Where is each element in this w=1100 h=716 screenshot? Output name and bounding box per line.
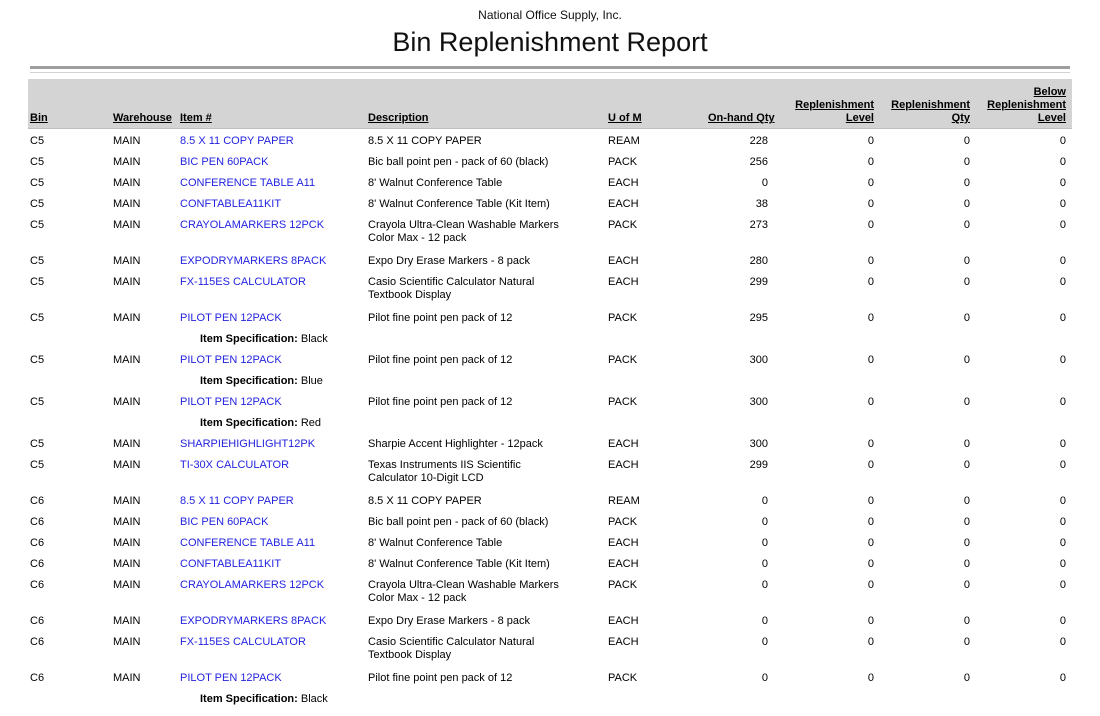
item-number-link[interactable]: SHARPIEHIGHLIGHT12PK (180, 438, 316, 450)
cell-qty: 0 (963, 312, 970, 324)
column-header-uom: U of M (608, 112, 642, 124)
cell-warehouse: MAIN (113, 636, 141, 648)
item-specification-value: Black (297, 693, 328, 705)
cell-uom: EACH (608, 615, 639, 627)
cell-item (180, 558, 368, 571)
column-header-item: Item # (180, 112, 212, 124)
item-number-link[interactable]: BIC PEN 60PACK (180, 516, 269, 528)
cell-item (180, 219, 368, 245)
cell-uom: PACK (608, 516, 638, 528)
cell-onhand: 299 (749, 459, 768, 471)
item-number-link[interactable]: EXPODRYMARKERS 8PACK (180, 255, 327, 267)
item-number-link[interactable]: TI-30X CALCULATOR (180, 459, 290, 471)
cell-desc: Crayola Ultra-Clean Washable Markers Color Max - 12 pack (368, 579, 559, 604)
item-number-link[interactable]: CRAYOLAMARKERS 12PCK (180, 219, 325, 231)
cell-uom: PACK (608, 579, 638, 591)
cell-uom: REAM (608, 135, 640, 147)
cell-uom: EACH (608, 537, 639, 549)
cell-qty: 0 (963, 516, 970, 528)
cell-level: 0 (867, 354, 874, 366)
cell-onhand: 300 (749, 396, 768, 408)
cell-below: 0 (1059, 558, 1066, 570)
cell-below: 0 (1059, 438, 1066, 450)
cell-desc: Bic ball point pen - pack of 60 (black) (368, 516, 549, 528)
cell-item (180, 354, 368, 367)
cell-level: 0 (867, 156, 874, 168)
cell-below: 0 (1059, 255, 1066, 267)
cell-bin: C6 (30, 579, 45, 591)
item-number-link[interactable]: FX-115ES CALCULATOR (180, 636, 306, 648)
cell-level: 0 (867, 276, 874, 288)
item-number-link[interactable]: 8.5 X 11 COPY PAPER (180, 135, 294, 147)
item-number-link[interactable]: PILOT PEN 12PACK (180, 312, 282, 324)
cell-level: 0 (867, 396, 874, 408)
cell-qty: 0 (963, 495, 970, 507)
cell-level: 0 (867, 198, 874, 210)
item-number-link[interactable]: CONFTABLEA11KIT (180, 558, 282, 570)
table-row (30, 668, 1066, 689)
cell-bin: C5 (30, 135, 45, 147)
cell-qty: 0 (963, 135, 970, 147)
item-number-link[interactable]: CONFERENCE TABLE A11 (180, 537, 316, 549)
cell-qty: 0 (963, 177, 970, 189)
cell-qty: 0 (963, 615, 970, 627)
table-body (30, 131, 1066, 710)
cell-uom: EACH (608, 558, 639, 570)
cell-bin: C5 (30, 276, 45, 288)
cell-onhand: 228 (749, 135, 768, 147)
cell-item (180, 312, 368, 325)
table-row (30, 434, 1066, 455)
cell-below: 0 (1059, 459, 1066, 471)
cell-bin: C5 (30, 396, 45, 408)
table-row (30, 251, 1066, 272)
cell-bin: C6 (30, 516, 45, 528)
cell-desc: 8.5 X 11 COPY PAPER (368, 495, 482, 507)
table-row (30, 392, 1066, 413)
table-row (30, 194, 1066, 215)
cell-warehouse: MAIN (113, 312, 141, 324)
column-header-warehouse: Warehouse (113, 112, 172, 124)
cell-below: 0 (1059, 312, 1066, 324)
cell-level: 0 (867, 177, 874, 189)
item-specification-value: Black (297, 333, 328, 345)
cell-qty: 0 (963, 672, 970, 684)
item-specification-value: Blue (297, 375, 323, 387)
cell-warehouse: MAIN (113, 516, 141, 528)
item-specification-row (30, 371, 1066, 392)
cell-uom: PACK (608, 156, 638, 168)
cell-below: 0 (1059, 396, 1066, 408)
cell-bin: C5 (30, 354, 45, 366)
report-header (0, 0, 1100, 57)
cell-qty: 0 (963, 636, 970, 648)
table-row (30, 533, 1066, 554)
cell-desc: 8' Walnut Conference Table (Kit Item) (368, 198, 550, 210)
table-row (30, 611, 1066, 632)
cell-below: 0 (1059, 672, 1066, 684)
cell-level: 0 (867, 516, 874, 528)
table-row (30, 455, 1066, 491)
cell-below: 0 (1059, 354, 1066, 366)
cell-uom: EACH (608, 177, 639, 189)
item-specification-row (30, 689, 1066, 710)
cell-item (180, 198, 368, 211)
cell-uom: EACH (608, 255, 639, 267)
cell-onhand: 0 (761, 537, 768, 549)
cell-bin: C5 (30, 459, 45, 471)
cell-uom: EACH (608, 459, 639, 471)
cell-warehouse: MAIN (113, 135, 141, 147)
cell-bin: C5 (30, 156, 45, 168)
cell-bin: C5 (30, 312, 45, 324)
title-divider (30, 66, 1070, 73)
cell-qty: 0 (963, 537, 970, 549)
cell-desc: Crayola Ultra-Clean Washable Markers Color Max - 12 pack (368, 219, 559, 244)
cell-desc: Sharpie Accent Highlighter - 12pack (368, 438, 543, 450)
cell-desc: 8' Walnut Conference Table (Kit Item) (368, 558, 550, 570)
cell-item (180, 636, 368, 662)
cell-below: 0 (1059, 537, 1066, 549)
cell-level: 0 (867, 579, 874, 591)
table-row (30, 173, 1066, 194)
item-number-link[interactable]: FX-115ES CALCULATOR (180, 276, 306, 288)
item-specification-row (30, 329, 1066, 350)
cell-item (180, 135, 368, 148)
cell-uom: EACH (608, 636, 639, 648)
cell-item (180, 516, 368, 529)
cell-below: 0 (1059, 615, 1066, 627)
cell-item (180, 396, 368, 409)
cell-onhand: 0 (761, 495, 768, 507)
item-number-link[interactable]: 8.5 X 11 COPY PAPER (180, 495, 294, 507)
cell-level: 0 (867, 615, 874, 627)
cell-warehouse: MAIN (113, 156, 141, 168)
item-specification-label: Item Specification: (200, 417, 298, 429)
cell-onhand: 0 (761, 672, 768, 684)
cell-desc: Casio Scientific Calculator Natural Textbook Display (368, 276, 535, 301)
cell-item (180, 672, 368, 685)
cell-onhand: 0 (761, 516, 768, 528)
cell-qty: 0 (963, 276, 970, 288)
cell-bin: C5 (30, 255, 45, 267)
cell-desc: Pilot fine point pen pack of 12 (368, 354, 513, 366)
cell-uom: PACK (608, 354, 638, 366)
cell-qty: 0 (963, 255, 970, 267)
table-row (30, 632, 1066, 668)
cell-level: 0 (867, 255, 874, 267)
table-row (30, 215, 1066, 251)
cell-onhand: 38 (755, 198, 768, 210)
cell-warehouse: MAIN (113, 459, 141, 471)
cell-bin: C6 (30, 636, 45, 648)
cell-warehouse: MAIN (113, 396, 141, 408)
cell-qty: 0 (963, 558, 970, 570)
table-row (30, 512, 1066, 533)
cell-item (180, 537, 368, 550)
cell-level: 0 (867, 537, 874, 549)
cell-desc: 8.5 X 11 COPY PAPER (368, 135, 482, 147)
cell-below: 0 (1059, 579, 1066, 591)
item-number-link[interactable]: EXPODRYMARKERS 8PACK (180, 615, 327, 627)
cell-level: 0 (867, 135, 874, 147)
table-row (30, 575, 1066, 611)
cell-warehouse: MAIN (113, 537, 141, 549)
cell-desc: Bic ball point pen - pack of 60 (black) (368, 156, 549, 168)
cell-warehouse: MAIN (113, 255, 141, 267)
cell-bin: C6 (30, 672, 45, 684)
divider-thin-line (30, 72, 1070, 73)
cell-warehouse: MAIN (113, 198, 141, 210)
cell-level: 0 (867, 672, 874, 684)
cell-below: 0 (1059, 219, 1066, 231)
table-row (30, 554, 1066, 575)
cell-desc: Pilot fine point pen pack of 12 (368, 396, 513, 408)
cell-onhand: 0 (761, 636, 768, 648)
cell-below: 0 (1059, 276, 1066, 288)
cell-onhand: 280 (749, 255, 768, 267)
column-header-below: Below Replenishment Level (987, 86, 1066, 124)
cell-item (180, 276, 368, 302)
table-header-row (28, 79, 1072, 129)
cell-onhand: 273 (749, 219, 768, 231)
cell-uom: REAM (608, 495, 640, 507)
cell-onhand: 300 (749, 438, 768, 450)
cell-onhand: 256 (749, 156, 768, 168)
cell-bin: C6 (30, 558, 45, 570)
column-header-level: Replenishment Level (795, 99, 874, 124)
table-row (30, 272, 1066, 308)
cell-uom: PACK (608, 396, 638, 408)
cell-level: 0 (867, 312, 874, 324)
cell-below: 0 (1059, 516, 1066, 528)
cell-level: 0 (867, 495, 874, 507)
cell-onhand: 0 (761, 177, 768, 189)
cell-uom: PACK (608, 672, 638, 684)
cell-below: 0 (1059, 156, 1066, 168)
cell-onhand: 295 (749, 312, 768, 324)
cell-qty: 0 (963, 219, 970, 231)
item-number-link[interactable]: PILOT PEN 12PACK (180, 354, 282, 366)
cell-onhand: 0 (761, 615, 768, 627)
cell-onhand: 300 (749, 354, 768, 366)
cell-item (180, 579, 368, 605)
cell-item (180, 156, 368, 169)
item-specification-label: Item Specification: (200, 375, 298, 387)
cell-qty: 0 (963, 579, 970, 591)
cell-qty: 0 (963, 354, 970, 366)
cell-desc: Pilot fine point pen pack of 12 (368, 672, 513, 684)
cell-bin: C5 (30, 219, 45, 231)
cell-desc: Casio Scientific Calculator Natural Textbook Display (368, 636, 535, 661)
cell-item (180, 438, 368, 451)
cell-item (180, 459, 368, 485)
cell-below: 0 (1059, 636, 1066, 648)
cell-qty: 0 (963, 156, 970, 168)
cell-onhand: 0 (761, 558, 768, 570)
cell-item (180, 615, 368, 628)
cell-warehouse: MAIN (113, 438, 141, 450)
table-row (30, 131, 1066, 152)
cell-bin: C5 (30, 198, 45, 210)
cell-warehouse: MAIN (113, 276, 141, 288)
cell-desc: 8' Walnut Conference Table (368, 537, 503, 549)
cell-bin: C6 (30, 495, 45, 507)
cell-level: 0 (867, 558, 874, 570)
cell-warehouse: MAIN (113, 672, 141, 684)
cell-warehouse: MAIN (113, 219, 141, 231)
column-header-desc: Description (368, 112, 429, 124)
page-title: Bin Replenishment Report (392, 27, 708, 57)
cell-desc: Expo Dry Erase Markers - 8 pack (368, 615, 530, 627)
cell-below: 0 (1059, 495, 1066, 507)
table-row (30, 308, 1066, 329)
column-header-onhand: On-hand Qty (708, 112, 775, 124)
cell-qty: 0 (963, 396, 970, 408)
cell-qty: 0 (963, 459, 970, 471)
cell-bin: C6 (30, 537, 45, 549)
cell-below: 0 (1059, 135, 1066, 147)
cell-level: 0 (867, 459, 874, 471)
cell-warehouse: MAIN (113, 558, 141, 570)
item-number-link[interactable]: PILOT PEN 12PACK (180, 396, 282, 408)
item-specification-row (30, 413, 1066, 434)
cell-onhand: 0 (761, 579, 768, 591)
cell-below: 0 (1059, 177, 1066, 189)
column-header-bin: Bin (30, 112, 48, 124)
cell-desc: Expo Dry Erase Markers - 8 pack (368, 255, 530, 267)
cell-level: 0 (867, 219, 874, 231)
cell-item (180, 255, 368, 268)
table-row (30, 152, 1066, 173)
cell-bin: C6 (30, 615, 45, 627)
cell-warehouse: MAIN (113, 354, 141, 366)
cell-qty: 0 (963, 198, 970, 210)
cell-uom: EACH (608, 438, 639, 450)
cell-desc: 8' Walnut Conference Table (368, 177, 503, 189)
cell-bin: C5 (30, 438, 45, 450)
cell-uom: EACH (608, 198, 639, 210)
cell-uom: EACH (608, 276, 639, 288)
cell-bin: C5 (30, 177, 45, 189)
cell-qty: 0 (963, 438, 970, 450)
company-name: National Office Supply, Inc. (478, 8, 622, 22)
column-header-qty: Replenishment Qty (891, 99, 970, 124)
item-number-link[interactable]: CRAYOLAMARKERS 12PCK (180, 579, 325, 591)
item-specification-label: Item Specification: (200, 693, 298, 705)
cell-level: 0 (867, 438, 874, 450)
item-number-link[interactable]: CONFTABLEA11KIT (180, 198, 282, 210)
cell-desc: Texas Instruments IIS Scientific Calculator 10-Digit LCD (368, 459, 521, 484)
item-specification-label: Item Specification: (200, 333, 298, 345)
divider-thick-line (30, 66, 1070, 69)
cell-level: 0 (867, 636, 874, 648)
cell-uom: PACK (608, 312, 638, 324)
table-row (30, 491, 1066, 512)
cell-item (180, 177, 368, 190)
cell-item (180, 495, 368, 508)
item-number-link[interactable]: PILOT PEN 12PACK (180, 672, 282, 684)
cell-uom: PACK (608, 219, 638, 231)
cell-warehouse: MAIN (113, 495, 141, 507)
cell-warehouse: MAIN (113, 177, 141, 189)
cell-desc: Pilot fine point pen pack of 12 (368, 312, 513, 324)
cell-warehouse: MAIN (113, 579, 141, 591)
table-row (30, 350, 1066, 371)
cell-onhand: 299 (749, 276, 768, 288)
item-number-link[interactable]: BIC PEN 60PACK (180, 156, 269, 168)
cell-warehouse: MAIN (113, 615, 141, 627)
item-specification-value: Red (297, 417, 322, 429)
cell-below: 0 (1059, 198, 1066, 210)
item-number-link[interactable]: CONFERENCE TABLE A11 (180, 177, 316, 189)
